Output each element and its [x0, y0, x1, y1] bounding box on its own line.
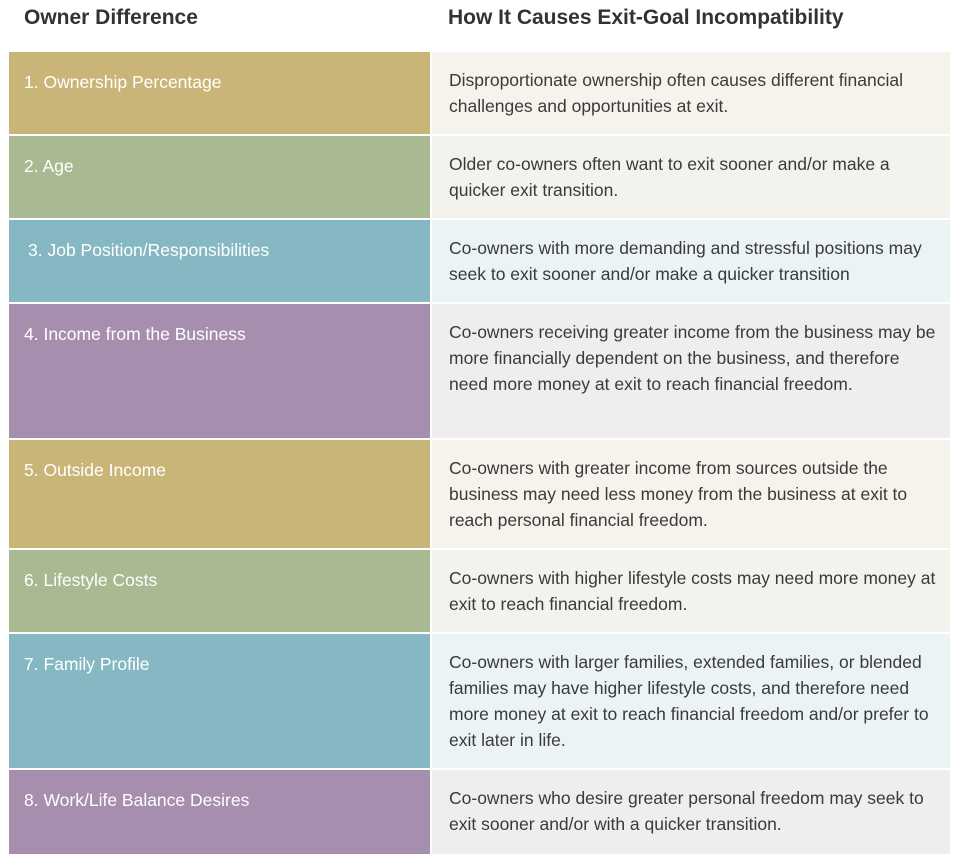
owner-difference-cell: 3. Job Position/Responsibilities — [9, 220, 430, 302]
table-header — [0, 0, 962, 52]
table-row-income-from-business — [9, 304, 950, 440]
table-row-family-profile — [9, 634, 950, 770]
effect-cell: Co-owners with larger families, extended families, or blended families may have higher lifestyle costs, and therefore need more money at exit to reach financial freedom and/or prefer to exit later in life. — [430, 634, 950, 768]
effect-cell: Co-owners with higher lifestyle costs may need more money at exit to reach financial freedom. — [430, 550, 950, 632]
owner-difference-cell: 2. Age — [9, 136, 430, 218]
effect-cell: Co-owners with greater income from sources outside the business may need less money from the business at exit to reach personal financial freedom. — [430, 440, 950, 548]
table-row-job-position — [9, 220, 950, 304]
table-row-ownership-percentage — [9, 52, 950, 136]
owner-difference-cell: 5. Outside Income — [9, 440, 430, 548]
effect-cell: Co-owners with more demanding and stressful positions may seek to exit sooner and/or make a quicker transition — [430, 220, 950, 302]
owner-difference-cell: 1. Ownership Percentage — [9, 52, 430, 134]
effect-cell: Disproportionate ownership often causes different financial challenges and opportunities at exit. — [430, 52, 950, 134]
owner-difference-cell: 6. Lifestyle Costs — [9, 550, 430, 632]
owner-difference-cell: 8. Work/Life Balance Desires — [9, 770, 430, 854]
comparison-table — [9, 52, 950, 854]
header-exit-goal-incompatibility: How It Causes Exit-Goal Incompatibility — [448, 6, 844, 29]
effect-cell: Co-owners who desire greater personal freedom may seek to exit sooner and/or with a quicker transition. — [430, 770, 950, 854]
table-row-outside-income — [9, 440, 950, 550]
table-row-work-life-balance — [9, 770, 950, 854]
table-row-age — [9, 136, 950, 220]
effect-cell: Co-owners receiving greater income from the business may be more financially dependent on the business, and therefore need more money at exit to reach financial freedom. — [430, 304, 950, 438]
effect-cell: Older co-owners often want to exit sooner and/or make a quicker exit transition. — [430, 136, 950, 218]
table-row-lifestyle-costs — [9, 550, 950, 634]
header-owner-difference: Owner Difference — [24, 6, 198, 29]
owner-difference-cell: 4. Income from the Business — [9, 304, 430, 438]
owner-difference-cell: 7. Family Profile — [9, 634, 430, 768]
